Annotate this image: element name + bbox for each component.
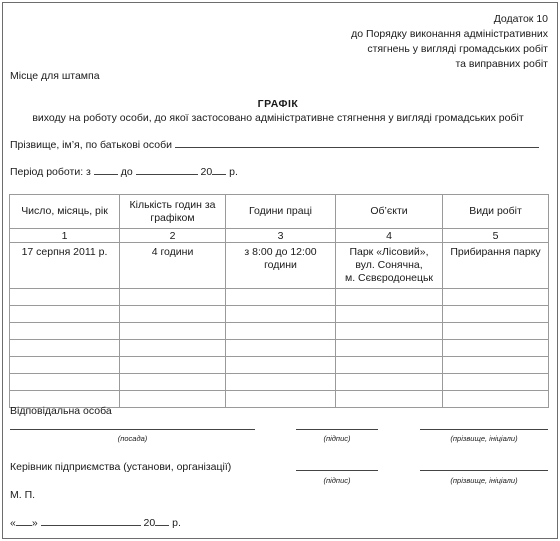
cell-work-hours (226, 243, 336, 289)
empty-cell (120, 391, 226, 408)
schedule-table (9, 194, 549, 408)
empty-cell (226, 289, 336, 306)
period-suffix: р. (229, 166, 238, 178)
object-line: Парк «Лісовий», (349, 246, 429, 258)
empty-cell (443, 306, 549, 323)
empty-cell (336, 323, 443, 340)
empty-cell (226, 391, 336, 408)
empty-cell (10, 323, 120, 340)
work-period-field (10, 165, 238, 178)
cell-date: 17 серпня 2011 р. (10, 243, 120, 289)
empty-cell (226, 340, 336, 357)
period-year-blank (212, 165, 226, 175)
cell-hours-scheduled: 4 години (120, 243, 226, 289)
appendix-line: стягнень у вигляді громадських робіт (367, 43, 548, 55)
column-number: 2 (120, 229, 226, 243)
name-line (420, 429, 548, 430)
empty-cell (120, 357, 226, 374)
position-caption: (посада) (117, 434, 148, 443)
empty-cell (336, 306, 443, 323)
empty-cell (10, 374, 120, 391)
date-year-label: 20 (143, 517, 156, 529)
work-hours-line: години (264, 259, 297, 271)
empty-cell (443, 374, 549, 391)
header-objects: Об’єкти (336, 195, 443, 229)
empty-cell (336, 357, 443, 374)
column-number: 3 (226, 229, 336, 243)
work-hours-line: з 8:00 до 12:00 (244, 246, 317, 258)
title-subtitle: виходу на роботу особи, до якої застосовано адміністративне стягнення у вигляді громадських робіт (32, 112, 524, 124)
empty-cell (443, 323, 549, 340)
signature-line (296, 429, 378, 430)
header-work-types: Види робіт (443, 195, 549, 229)
name-caption: (прізвище, ініціали) (450, 434, 518, 443)
responsible-person-label: Відповідальна особа (10, 405, 112, 417)
appendix-number: Додаток 10 (493, 13, 548, 25)
empty-cell (120, 289, 226, 306)
full-name-field (10, 138, 550, 151)
empty-cell (226, 357, 336, 374)
empty-cell (226, 306, 336, 323)
empty-cell (10, 289, 120, 306)
table-row (10, 357, 549, 374)
date-month-blank (41, 516, 141, 526)
period-to-label: до (120, 166, 133, 178)
empty-cell (336, 340, 443, 357)
empty-cell (443, 340, 549, 357)
title-heading: ГРАФІК (257, 98, 299, 110)
object-line: м. Сєвєродонецьк (344, 272, 434, 284)
table-row (10, 306, 549, 323)
period-year-label: 20 (200, 166, 213, 178)
empty-cell (10, 357, 120, 374)
full-name-underline (175, 138, 539, 148)
date-year-blank (155, 516, 169, 526)
date-suffix: р. (172, 517, 181, 529)
column-number: 4 (336, 229, 443, 243)
empty-cell (226, 374, 336, 391)
date-field (10, 516, 181, 529)
appendix-line: та виправних робіт (455, 58, 548, 70)
period-from-blank (94, 165, 118, 175)
cell-work-type: Прибирання парку (443, 243, 549, 289)
period-prefix: Період роботи: з (10, 166, 91, 178)
header-date: Число, місяць, рік (10, 195, 120, 229)
table-row (10, 289, 549, 306)
appendix-note (318, 12, 548, 72)
seal-placeholder: М. П. (10, 489, 36, 501)
head-of-enterprise-label: Керівник підприємства (установи, організації) (10, 461, 232, 473)
signature-caption: (підпис) (323, 476, 351, 485)
appendix-line: до Порядку виконання адміністративних (351, 28, 548, 40)
empty-cell (443, 289, 549, 306)
column-number: 5 (443, 229, 549, 243)
position-line (10, 429, 255, 430)
stamp-placeholder: Місце для штампа (10, 70, 100, 82)
empty-cell (10, 340, 120, 357)
empty-cell (120, 340, 226, 357)
empty-cell (443, 391, 549, 408)
header-work-hours: Години праці (226, 195, 336, 229)
empty-cell (226, 323, 336, 340)
table-row (10, 243, 549, 289)
signature-line (296, 470, 378, 471)
name-caption: (прізвище, ініціали) (450, 476, 518, 485)
empty-cell (336, 374, 443, 391)
table-header-row (10, 195, 549, 229)
table-row (10, 374, 549, 391)
date-open-quote: « (10, 517, 16, 529)
object-line: вул. Сонячна, (355, 259, 423, 271)
empty-cell (10, 306, 120, 323)
empty-cell (336, 289, 443, 306)
empty-cell (336, 391, 443, 408)
table-row (10, 340, 549, 357)
header-hours-scheduled: Кількість годин за графіком (120, 195, 226, 229)
column-number-row (10, 229, 549, 243)
empty-cell (120, 306, 226, 323)
column-number: 1 (10, 229, 120, 243)
signature-caption: (підпис) (323, 434, 351, 443)
empty-cell (120, 374, 226, 391)
empty-cell (443, 357, 549, 374)
date-close-quote: » (31, 517, 38, 529)
document-title (0, 97, 556, 125)
cell-object (336, 243, 443, 289)
name-line (420, 470, 548, 471)
full-name-label: Прізвище, ім’я, по батькові особи (10, 139, 172, 151)
empty-cell (120, 323, 226, 340)
table-row (10, 323, 549, 340)
period-to-blank (136, 165, 198, 175)
date-day-blank (16, 516, 32, 526)
